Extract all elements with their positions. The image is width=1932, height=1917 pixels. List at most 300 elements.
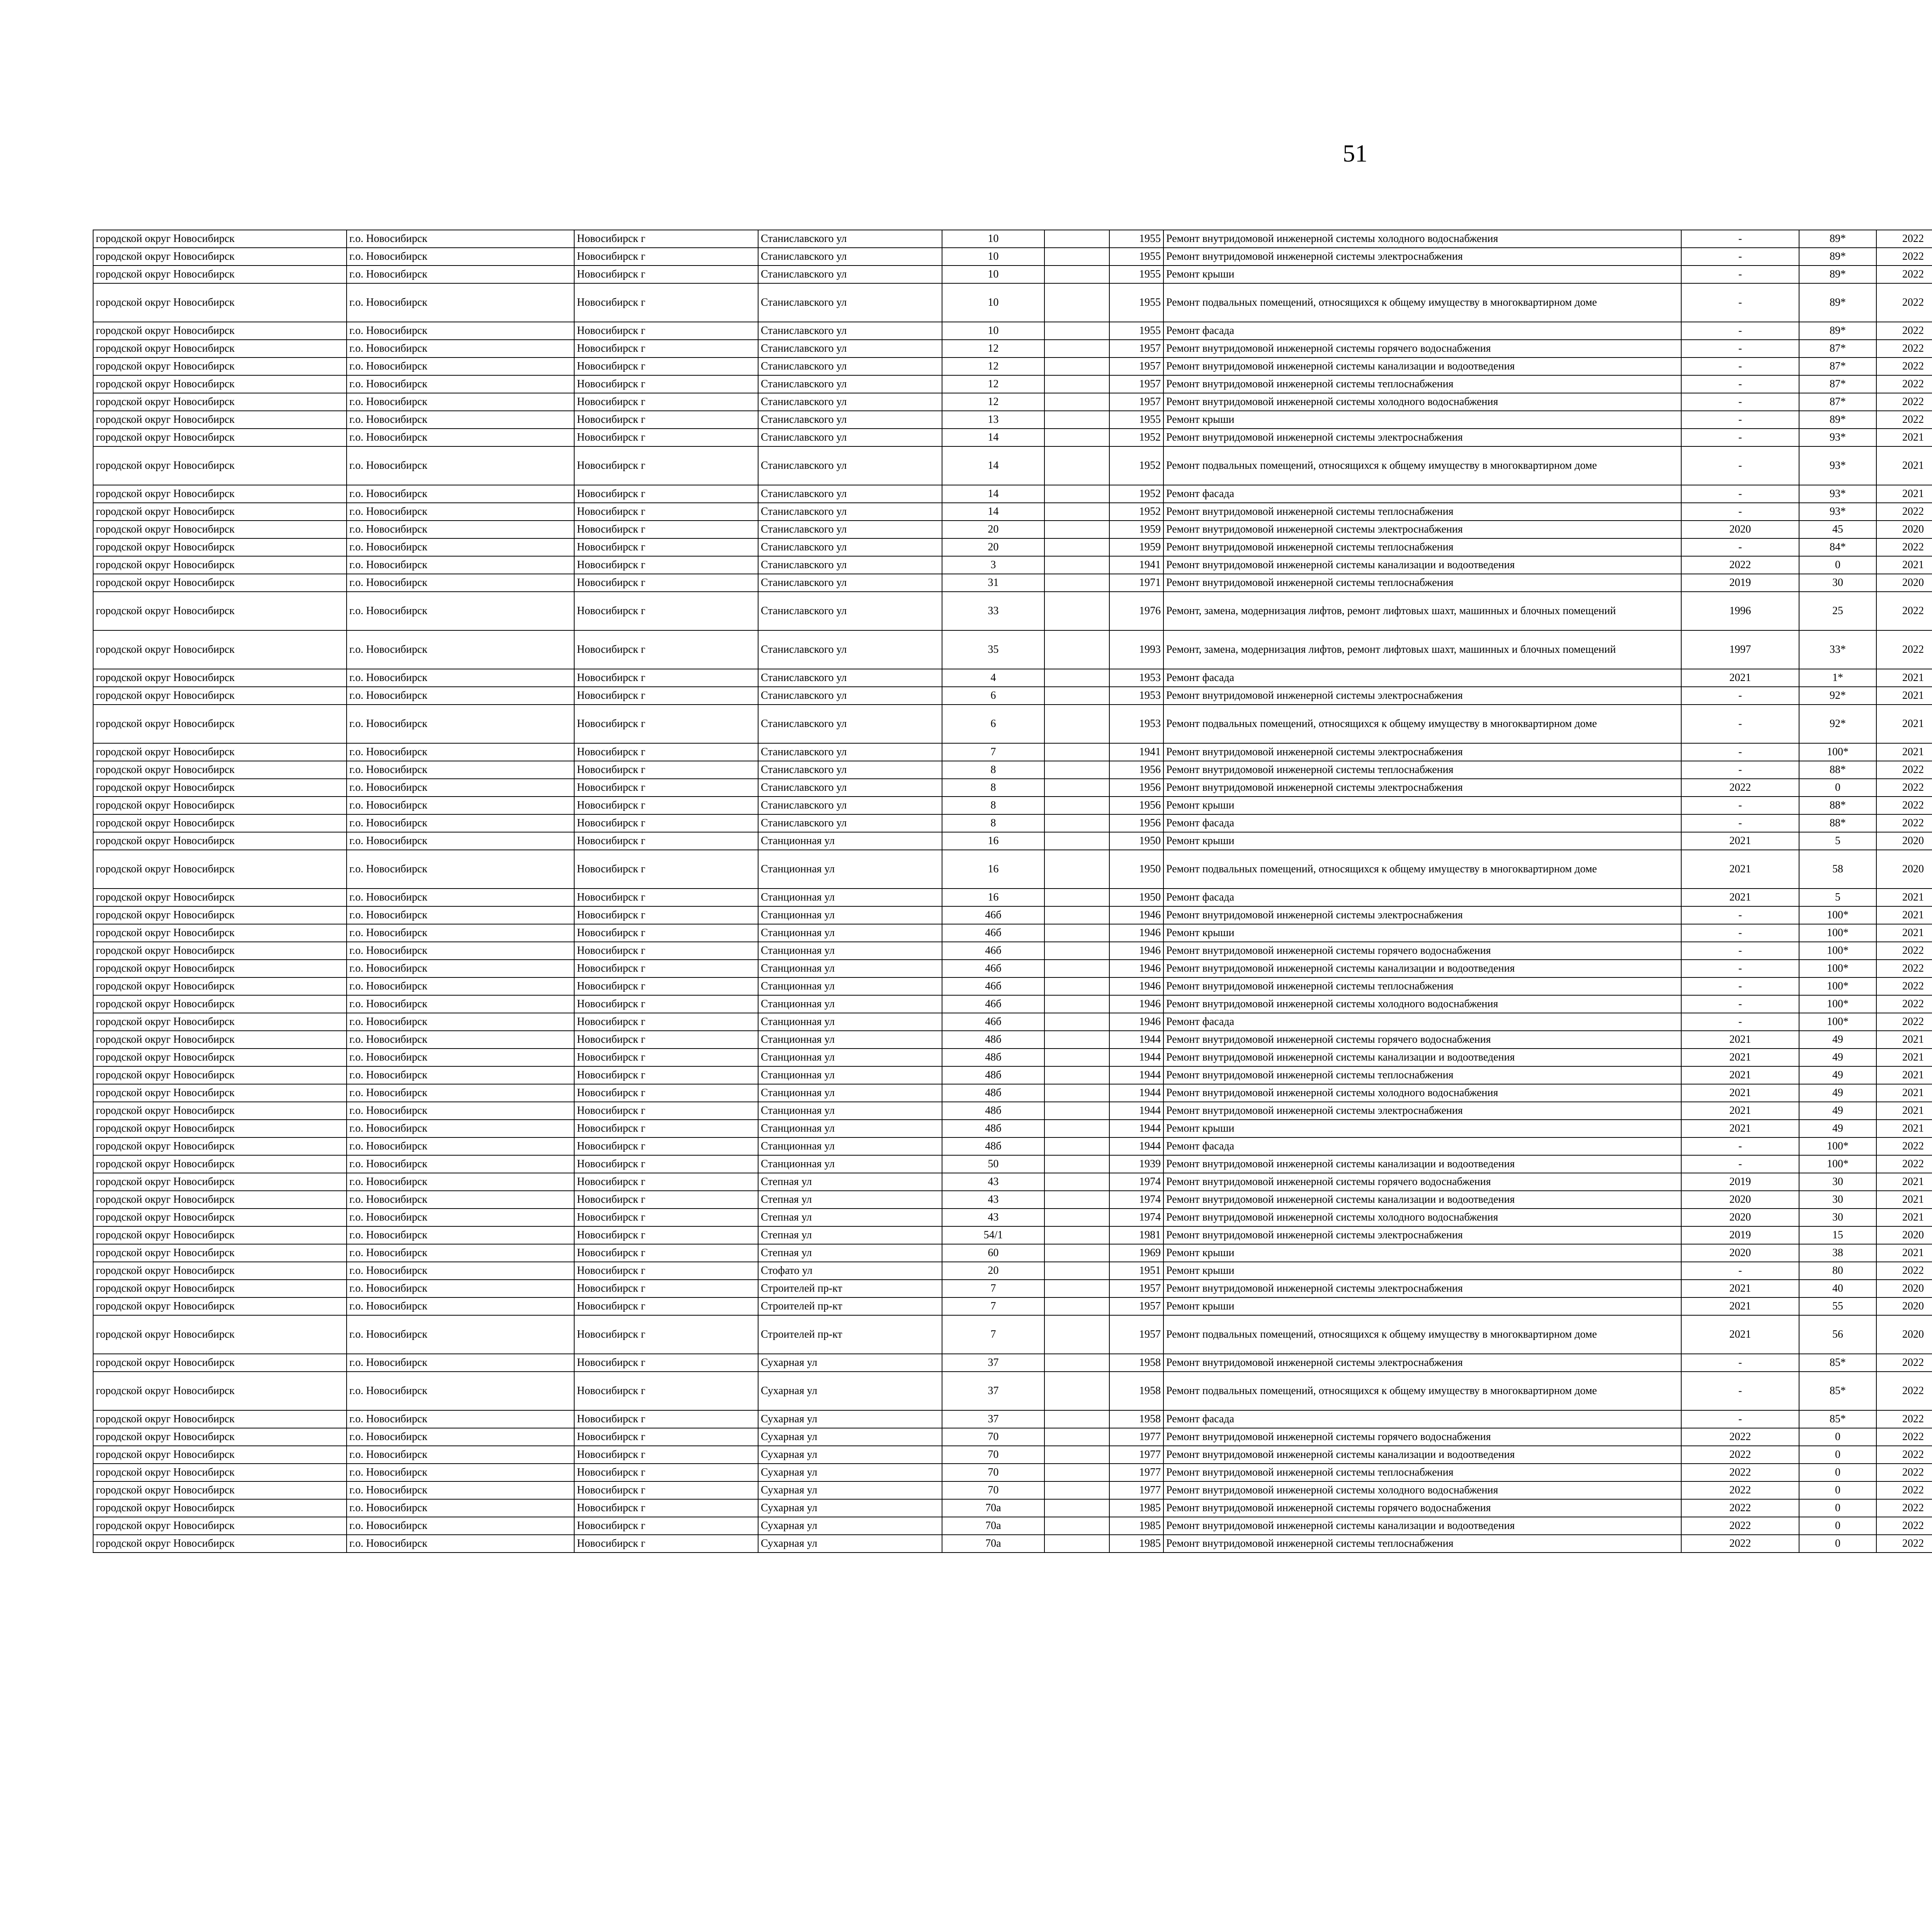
cell-year-built: 1946 [1109, 942, 1163, 960]
cell-wear-percent: 49 [1799, 1049, 1876, 1066]
cell-year-built: 1977 [1109, 1446, 1163, 1464]
cell-locality: Новосибирск г [574, 574, 758, 592]
cell-settlement: г.о. Новосибирск [347, 1066, 574, 1084]
cell-house-number: 10 [942, 322, 1044, 340]
cell-house-number: 8 [942, 761, 1044, 779]
cell-street: Станиславского ул [758, 814, 942, 832]
cell-settlement: г.о. Новосибирск [347, 995, 574, 1013]
cell-last-overhaul-year: - [1681, 322, 1799, 340]
cell-year-built: 1985 [1109, 1499, 1163, 1517]
cell-building [1044, 1410, 1109, 1428]
cell-year-built: 1958 [1109, 1372, 1163, 1410]
cell-building [1044, 906, 1109, 924]
cell-last-overhaul-year: - [1681, 977, 1799, 995]
cell-last-overhaul-year: 2022 [1681, 1446, 1799, 1464]
cell-building [1044, 1372, 1109, 1410]
cell-last-overhaul-year: - [1681, 1013, 1799, 1031]
cell-last-overhaul-year: - [1681, 924, 1799, 942]
cell-locality: Новосибирск г [574, 1244, 758, 1262]
cell-last-overhaul-year: 2019 [1681, 1173, 1799, 1191]
cell-house-number: 37 [942, 1372, 1044, 1410]
cell-house-number: 43 [942, 1191, 1044, 1209]
cell-street: Станционная ул [758, 850, 942, 889]
cell-wear-percent: 100* [1799, 906, 1876, 924]
cell-locality: Новосибирск г [574, 924, 758, 942]
table-row [93, 340, 1932, 358]
table-row [93, 538, 1932, 556]
cell-settlement: г.о. Новосибирск [347, 1446, 574, 1464]
cell-work-type: Ремонт, замена, модернизация лифтов, ремонт лифтовых шахт, машинных и блочных помещений [1163, 592, 1681, 630]
cell-work-type: Ремонт крыши [1163, 832, 1681, 850]
cell-wear-percent: 0 [1799, 779, 1876, 797]
cell-building [1044, 592, 1109, 630]
cell-wear-percent: 25 [1799, 592, 1876, 630]
table-row [93, 779, 1932, 797]
cell-street: Станиславского ул [758, 429, 942, 446]
cell-year-built: 1958 [1109, 1354, 1163, 1372]
cell-locality: Новосибирск г [574, 995, 758, 1013]
cell-locality: Новосибирск г [574, 1049, 758, 1066]
cell-settlement: г.о. Новосибирск [347, 1031, 574, 1049]
cell-plan-start-year: 2020 [1876, 521, 1932, 538]
cell-plan-start-year: 2021 [1876, 1173, 1932, 1191]
cell-settlement: г.о. Новосибирск [347, 1297, 574, 1315]
table-row [93, 832, 1932, 850]
cell-building [1044, 1297, 1109, 1315]
cell-work-type: Ремонт крыши [1163, 924, 1681, 942]
cell-locality: Новосибирск г [574, 230, 758, 248]
cell-plan-start-year: 2020 [1876, 1226, 1932, 1244]
cell-street: Станционная ул [758, 924, 942, 942]
cell-locality: Новосибирск г [574, 1354, 758, 1372]
cell-wear-percent: 88* [1799, 797, 1876, 814]
cell-street: Станционная ул [758, 1102, 942, 1120]
cell-work-type: Ремонт внутридомовой инженерной системы горячего водоснабжения [1163, 1428, 1681, 1446]
cell-work-type: Ремонт подвальных помещений, относящихся к общему имуществу в многоквартирном доме [1163, 283, 1681, 322]
cell-settlement: г.о. Новосибирск [347, 1191, 574, 1209]
cell-settlement: г.о. Новосибирск [347, 743, 574, 761]
cell-wear-percent: 92* [1799, 687, 1876, 705]
cell-house-number: 46б [942, 977, 1044, 995]
cell-municipality: городской округ Новосибирск [93, 779, 347, 797]
cell-building [1044, 1499, 1109, 1517]
cell-work-type: Ремонт внутридомовой инженерной системы электроснабжения [1163, 248, 1681, 266]
cell-wear-percent: 93* [1799, 446, 1876, 485]
cell-wear-percent: 49 [1799, 1102, 1876, 1120]
cell-work-type: Ремонт внутридомовой инженерной системы электроснабжения [1163, 1280, 1681, 1297]
cell-locality: Новосибирск г [574, 1173, 758, 1191]
cell-locality: Новосибирск г [574, 485, 758, 503]
cell-wear-percent: 88* [1799, 814, 1876, 832]
cell-street: Сухарная ул [758, 1499, 942, 1517]
cell-street: Сухарная ул [758, 1428, 942, 1446]
table-row [93, 556, 1932, 574]
cell-plan-start-year: 2022 [1876, 1354, 1932, 1372]
cell-last-overhaul-year: 2020 [1681, 1191, 1799, 1209]
cell-locality: Новосибирск г [574, 687, 758, 705]
table-row [93, 521, 1932, 538]
cell-street: Степная ул [758, 1244, 942, 1262]
cell-house-number: 12 [942, 340, 1044, 358]
cell-work-type: Ремонт внутридомовой инженерной системы холодного водоснабжения [1163, 393, 1681, 411]
cell-last-overhaul-year: 2021 [1681, 850, 1799, 889]
cell-settlement: г.о. Новосибирск [347, 375, 574, 393]
cell-house-number: 6 [942, 705, 1044, 743]
cell-wear-percent: 85* [1799, 1354, 1876, 1372]
table-row [93, 283, 1932, 322]
cell-last-overhaul-year: - [1681, 1354, 1799, 1372]
cell-last-overhaul-year: - [1681, 743, 1799, 761]
cell-settlement: г.о. Новосибирск [347, 230, 574, 248]
cell-year-built: 1946 [1109, 924, 1163, 942]
cell-municipality: городской округ Новосибирск [93, 761, 347, 779]
cell-locality: Новосибирск г [574, 630, 758, 669]
cell-wear-percent: 100* [1799, 995, 1876, 1013]
cell-wear-percent: 49 [1799, 1031, 1876, 1049]
cell-settlement: г.о. Новосибирск [347, 538, 574, 556]
cell-street: Станиславского ул [758, 592, 942, 630]
cell-locality: Новосибирск г [574, 1535, 758, 1553]
cell-last-overhaul-year: 2022 [1681, 556, 1799, 574]
cell-plan-start-year: 2021 [1876, 1031, 1932, 1049]
cell-locality: Новосибирск г [574, 429, 758, 446]
cell-municipality: городской округ Новосибирск [93, 1499, 347, 1517]
cell-municipality: городской округ Новосибирск [93, 1315, 347, 1354]
cell-wear-percent: 87* [1799, 358, 1876, 375]
cell-street: Станционная ул [758, 995, 942, 1013]
cell-settlement: г.о. Новосибирск [347, 889, 574, 906]
cell-plan-start-year: 2022 [1876, 1262, 1932, 1280]
cell-wear-percent: 88* [1799, 761, 1876, 779]
cell-year-built: 1946 [1109, 1013, 1163, 1031]
cell-house-number: 16 [942, 832, 1044, 850]
cell-last-overhaul-year: 2021 [1681, 1102, 1799, 1120]
cell-house-number: 10 [942, 283, 1044, 322]
cell-locality: Новосибирск г [574, 814, 758, 832]
cell-wear-percent: 0 [1799, 1481, 1876, 1499]
cell-building [1044, 521, 1109, 538]
cell-street: Станиславского ул [758, 538, 942, 556]
table-row [93, 358, 1932, 375]
cell-house-number: 7 [942, 1315, 1044, 1354]
cell-work-type: Ремонт внутридомовой инженерной системы горячего водоснабжения [1163, 942, 1681, 960]
cell-street: Станиславского ул [758, 574, 942, 592]
cell-house-number: 3 [942, 556, 1044, 574]
cell-municipality: городской округ Новосибирск [93, 889, 347, 906]
cell-street: Станционная ул [758, 889, 942, 906]
cell-last-overhaul-year: - [1681, 761, 1799, 779]
cell-house-number: 8 [942, 797, 1044, 814]
cell-plan-start-year: 2022 [1876, 230, 1932, 248]
cell-locality: Новосибирск г [574, 340, 758, 358]
cell-building [1044, 429, 1109, 446]
cell-settlement: г.о. Новосибирск [347, 266, 574, 283]
cell-plan-start-year: 2021 [1876, 1120, 1932, 1137]
cell-street: Строителей пр-кт [758, 1315, 942, 1354]
cell-wear-percent: 0 [1799, 1499, 1876, 1517]
cell-last-overhaul-year: 2022 [1681, 1428, 1799, 1446]
cell-locality: Новосибирск г [574, 960, 758, 977]
cell-municipality: городской округ Новосибирск [93, 705, 347, 743]
cell-locality: Новосибирск г [574, 1137, 758, 1155]
cell-house-number: 70а [942, 1517, 1044, 1535]
cell-municipality: городской округ Новосибирск [93, 960, 347, 977]
cell-work-type: Ремонт внутридомовой инженерной системы электроснабжения [1163, 687, 1681, 705]
table-row [93, 797, 1932, 814]
cell-work-type: Ремонт крыши [1163, 1262, 1681, 1280]
cell-plan-start-year: 2022 [1876, 1464, 1932, 1481]
cell-house-number: 12 [942, 358, 1044, 375]
cell-year-built: 1971 [1109, 574, 1163, 592]
cell-locality: Новосибирск г [574, 1066, 758, 1084]
cell-last-overhaul-year: 2021 [1681, 1297, 1799, 1315]
cell-work-type: Ремонт внутридомовой инженерной системы канализации и водоотведения [1163, 960, 1681, 977]
cell-municipality: городской округ Новосибирск [93, 977, 347, 995]
cell-plan-start-year: 2022 [1876, 942, 1932, 960]
cell-locality: Новосибирск г [574, 446, 758, 485]
cell-wear-percent: 85* [1799, 1372, 1876, 1410]
table-row [93, 248, 1932, 266]
cell-year-built: 1957 [1109, 1315, 1163, 1354]
cell-street: Станиславского ул [758, 485, 942, 503]
cell-house-number: 46б [942, 906, 1044, 924]
cell-settlement: г.о. Новосибирск [347, 1464, 574, 1481]
cell-house-number: 16 [942, 889, 1044, 906]
cell-building [1044, 1262, 1109, 1280]
cell-settlement: г.о. Новосибирск [347, 429, 574, 446]
cell-year-built: 1941 [1109, 743, 1163, 761]
cell-settlement: г.о. Новосибирск [347, 779, 574, 797]
cell-municipality: городской округ Новосибирск [93, 797, 347, 814]
cell-house-number: 7 [942, 1280, 1044, 1297]
cell-settlement: г.о. Новосибирск [347, 283, 574, 322]
cell-year-built: 1993 [1109, 630, 1163, 669]
cell-work-type: Ремонт внутридомовой инженерной системы электроснабжения [1163, 429, 1681, 446]
table-row [93, 1049, 1932, 1066]
cell-settlement: г.о. Новосибирск [347, 592, 574, 630]
cell-street: Станционная ул [758, 1137, 942, 1155]
cell-work-type: Ремонт фасада [1163, 322, 1681, 340]
cell-street: Станционная ул [758, 1066, 942, 1084]
cell-municipality: городской округ Новосибирск [93, 1464, 347, 1481]
cell-plan-start-year: 2022 [1876, 779, 1932, 797]
cell-plan-start-year: 2022 [1876, 283, 1932, 322]
cell-year-built: 1939 [1109, 1155, 1163, 1173]
cell-settlement: г.о. Новосибирск [347, 1226, 574, 1244]
cell-work-type: Ремонт внутридомовой инженерной системы теплоснабжения [1163, 761, 1681, 779]
cell-house-number: 70а [942, 1535, 1044, 1553]
cell-work-type: Ремонт внутридомовой инженерной системы канализации и водоотведения [1163, 1446, 1681, 1464]
cell-building [1044, 743, 1109, 761]
cell-work-type: Ремонт крыши [1163, 1297, 1681, 1315]
cell-wear-percent: 100* [1799, 942, 1876, 960]
cell-house-number: 6 [942, 687, 1044, 705]
cell-wear-percent: 100* [1799, 1137, 1876, 1155]
cell-work-type: Ремонт крыши [1163, 1244, 1681, 1262]
cell-building [1044, 446, 1109, 485]
cell-wear-percent: 100* [1799, 1155, 1876, 1173]
cell-year-built: 1955 [1109, 266, 1163, 283]
cell-last-overhaul-year: - [1681, 906, 1799, 924]
cell-municipality: городской округ Новосибирск [93, 375, 347, 393]
cell-building [1044, 1280, 1109, 1297]
cell-work-type: Ремонт фасада [1163, 485, 1681, 503]
cell-municipality: городской округ Новосибирск [93, 1066, 347, 1084]
cell-building [1044, 1315, 1109, 1354]
cell-last-overhaul-year: - [1681, 248, 1799, 266]
cell-house-number: 7 [942, 743, 1044, 761]
cell-plan-start-year: 2022 [1876, 340, 1932, 358]
cell-locality: Новосибирск г [574, 266, 758, 283]
cell-building [1044, 1066, 1109, 1084]
cell-house-number: 70а [942, 1499, 1044, 1517]
cell-street: Станционная ул [758, 942, 942, 960]
cell-settlement: г.о. Новосибирск [347, 574, 574, 592]
cell-work-type: Ремонт внутридомовой инженерной системы горячего водоснабжения [1163, 340, 1681, 358]
cell-last-overhaul-year: 2021 [1681, 1120, 1799, 1137]
cell-settlement: г.о. Новосибирск [347, 1428, 574, 1446]
cell-house-number: 14 [942, 503, 1044, 521]
cell-building [1044, 393, 1109, 411]
cell-locality: Новосибирск г [574, 393, 758, 411]
cell-building [1044, 779, 1109, 797]
table-row [93, 960, 1932, 977]
table-row [93, 1481, 1932, 1499]
cell-settlement: г.о. Новосибирск [347, 814, 574, 832]
cell-locality: Новосибирск г [574, 705, 758, 743]
cell-locality: Новосибирск г [574, 1428, 758, 1446]
cell-settlement: г.о. Новосибирск [347, 1280, 574, 1297]
cell-locality: Новосибирск г [574, 850, 758, 889]
cell-year-built: 1956 [1109, 797, 1163, 814]
cell-settlement: г.о. Новосибирск [347, 322, 574, 340]
cell-wear-percent: 0 [1799, 556, 1876, 574]
cell-work-type: Ремонт внутридомовой инженерной системы канализации и водоотведения [1163, 1049, 1681, 1066]
cell-municipality: городской округ Новосибирск [93, 1297, 347, 1315]
cell-house-number: 33 [942, 592, 1044, 630]
cell-plan-start-year: 2022 [1876, 322, 1932, 340]
cell-locality: Новосибирск г [574, 1315, 758, 1354]
cell-last-overhaul-year: - [1681, 503, 1799, 521]
cell-last-overhaul-year: 2019 [1681, 1226, 1799, 1244]
cell-plan-start-year: 2021 [1876, 924, 1932, 942]
cell-locality: Новосибирск г [574, 358, 758, 375]
table-row [93, 1102, 1932, 1120]
cell-building [1044, 1209, 1109, 1226]
cell-last-overhaul-year: - [1681, 340, 1799, 358]
cell-work-type: Ремонт внутридомовой инженерной системы холодного водоснабжения [1163, 1209, 1681, 1226]
cell-work-type: Ремонт внутридомовой инженерной системы электроснабжения [1163, 906, 1681, 924]
cell-building [1044, 538, 1109, 556]
table-row [93, 1499, 1932, 1517]
cell-building [1044, 1428, 1109, 1446]
cell-work-type: Ремонт внутридомовой инженерной системы электроснабжения [1163, 1354, 1681, 1372]
table-row [93, 1120, 1932, 1137]
cell-work-type: Ремонт внутридомовой инженерной системы канализации и водоотведения [1163, 1517, 1681, 1535]
cell-street: Станиславского ул [758, 779, 942, 797]
cell-building [1044, 669, 1109, 687]
cell-plan-start-year: 2022 [1876, 1013, 1932, 1031]
table-row [93, 1137, 1932, 1155]
cell-locality: Новосибирск г [574, 906, 758, 924]
cell-building [1044, 687, 1109, 705]
table-row [93, 669, 1932, 687]
table-row [93, 393, 1932, 411]
cell-settlement: г.о. Новосибирск [347, 1173, 574, 1191]
table-row [93, 1535, 1932, 1553]
cell-locality: Новосибирск г [574, 1102, 758, 1120]
cell-municipality: городской округ Новосибирск [93, 995, 347, 1013]
cell-work-type: Ремонт внутридомовой инженерной системы электроснабжения [1163, 521, 1681, 538]
cell-year-built: 1953 [1109, 705, 1163, 743]
cell-last-overhaul-year: - [1681, 375, 1799, 393]
cell-municipality: городской округ Новосибирск [93, 358, 347, 375]
cell-plan-start-year: 2022 [1876, 503, 1932, 521]
cell-street: Степная ул [758, 1209, 942, 1226]
cell-building [1044, 850, 1109, 889]
cell-locality: Новосибирск г [574, 1481, 758, 1499]
table-row [93, 1464, 1932, 1481]
cell-locality: Новосибирск г [574, 1191, 758, 1209]
cell-street: Станционная ул [758, 1031, 942, 1049]
cell-street: Станиславского ул [758, 283, 942, 322]
table-row [93, 906, 1932, 924]
cell-plan-start-year: 2021 [1876, 429, 1932, 446]
cell-work-type: Ремонт внутридомовой инженерной системы канализации и водоотведения [1163, 358, 1681, 375]
cell-house-number: 46б [942, 924, 1044, 942]
cell-municipality: городской округ Новосибирск [93, 446, 347, 485]
cell-municipality: городской округ Новосибирск [93, 1244, 347, 1262]
cell-settlement: г.о. Новосибирск [347, 1372, 574, 1410]
cell-work-type: Ремонт фасада [1163, 1137, 1681, 1155]
cell-work-type: Ремонт внутридомовой инженерной системы холодного водоснабжения [1163, 995, 1681, 1013]
cell-locality: Новосибирск г [574, 1372, 758, 1410]
cell-plan-start-year: 2022 [1876, 797, 1932, 814]
cell-street: Станиславского ул [758, 521, 942, 538]
cell-wear-percent: 0 [1799, 1517, 1876, 1535]
cell-year-built: 1985 [1109, 1535, 1163, 1553]
cell-street: Станционная ул [758, 1013, 942, 1031]
cell-locality: Новосибирск г [574, 1517, 758, 1535]
cell-locality: Новосибирск г [574, 322, 758, 340]
cell-municipality: городской округ Новосибирск [93, 669, 347, 687]
cell-house-number: 13 [942, 411, 1044, 429]
cell-last-overhaul-year: 2021 [1681, 832, 1799, 850]
cell-work-type: Ремонт внутридомовой инженерной системы теплоснабжения [1163, 375, 1681, 393]
cell-wear-percent: 5 [1799, 889, 1876, 906]
cell-settlement: г.о. Новосибирск [347, 556, 574, 574]
cell-house-number: 35 [942, 630, 1044, 669]
cell-settlement: г.о. Новосибирск [347, 797, 574, 814]
cell-wear-percent: 87* [1799, 393, 1876, 411]
cell-municipality: городской округ Новосибирск [93, 574, 347, 592]
cell-settlement: г.о. Новосибирск [347, 1102, 574, 1120]
cell-street: Станиславского ул [758, 446, 942, 485]
cell-street: Сухарная ул [758, 1372, 942, 1410]
cell-house-number: 14 [942, 429, 1044, 446]
cell-house-number: 37 [942, 1410, 1044, 1428]
cell-house-number: 70 [942, 1446, 1044, 1464]
cell-locality: Новосибирск г [574, 1262, 758, 1280]
cell-plan-start-year: 2022 [1876, 538, 1932, 556]
cell-house-number: 46б [942, 1013, 1044, 1031]
cell-plan-start-year: 2021 [1876, 1084, 1932, 1102]
cell-locality: Новосибирск г [574, 669, 758, 687]
cell-wear-percent: 30 [1799, 574, 1876, 592]
cell-wear-percent: 100* [1799, 924, 1876, 942]
cell-plan-start-year: 2021 [1876, 1102, 1932, 1120]
cell-building [1044, 814, 1109, 832]
